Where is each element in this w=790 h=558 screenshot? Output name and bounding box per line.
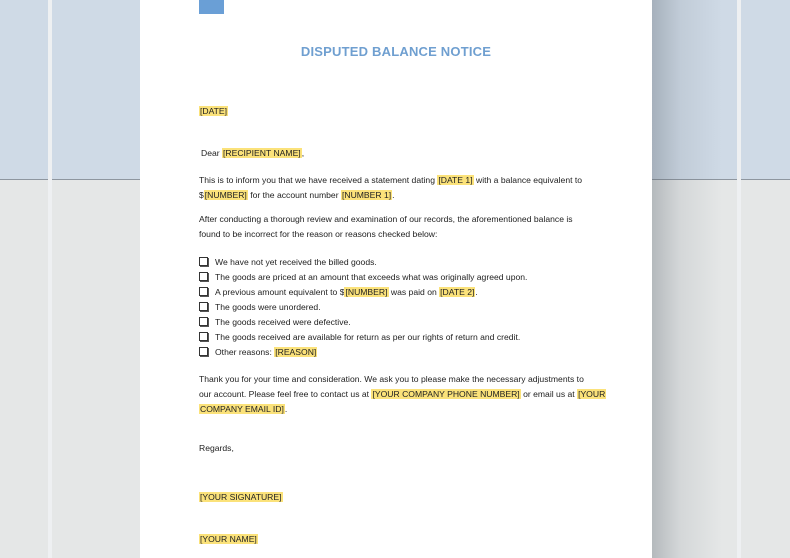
p2-line2: found to be incorrect for the reason or reasons checked below: <box>199 229 438 239</box>
checklist-text: was paid on <box>388 287 440 297</box>
checklist-item[interactable] <box>199 300 321 315</box>
closing: Regards, <box>199 443 234 453</box>
logo-block <box>199 0 224 14</box>
number-placeholder: [NUMBER] <box>345 287 388 297</box>
checkbox-icon[interactable] <box>199 317 208 326</box>
checkbox-icon[interactable] <box>199 272 208 281</box>
checklist-item[interactable] <box>199 345 317 360</box>
background-divider-left <box>48 0 52 558</box>
p1-text4: . <box>392 190 395 200</box>
checklist-text: The goods were unordered. <box>215 302 321 312</box>
page-shadow <box>652 0 722 558</box>
p1-text3: for the account number <box>247 190 341 200</box>
name-line <box>199 532 258 547</box>
checklist-item[interactable] <box>199 255 377 270</box>
checklist-item[interactable] <box>199 315 351 330</box>
checkbox-icon[interactable] <box>199 347 208 356</box>
signature-placeholder: [YOUR SIGNATURE] <box>200 492 282 502</box>
email-placeholder: [YOUR <box>578 389 606 399</box>
phone-placeholder: [YOUR COMPANY PHONE NUMBER] <box>372 389 520 399</box>
checklist-text: The goods received are available for return as per our rights of return and credit. <box>215 332 521 342</box>
number1-placeholder: [NUMBER 1] <box>341 190 392 200</box>
document-title: DISPUTED BALANCE NOTICE <box>300 44 492 59</box>
salutation <box>201 146 304 161</box>
checklist-text: . <box>475 287 478 297</box>
signature-line <box>199 490 283 505</box>
date-line <box>199 104 228 119</box>
checkbox-icon[interactable] <box>199 302 208 311</box>
p3-text: our account. Please feel free to contact us at <box>199 389 372 399</box>
paragraph-review <box>199 212 573 242</box>
checklist-item[interactable] <box>199 285 478 300</box>
date2-placeholder: [DATE 2] <box>440 287 475 297</box>
p3-line1: Thank you for your time and consideration. We ask you to please make the necessary adjustments to <box>199 374 584 384</box>
checklist-item[interactable] <box>199 270 527 285</box>
checklist-item[interactable] <box>199 330 520 345</box>
checkbox-icon[interactable] <box>199 257 208 266</box>
recipient-placeholder: [RECIPIENT NAME] <box>223 148 301 158</box>
p1-text1: This is to inform you that we have received a statement dating <box>199 175 438 185</box>
checkbox-icon[interactable] <box>199 332 208 341</box>
checkbox-icon[interactable] <box>199 287 208 296</box>
paragraph-thanks <box>199 372 606 417</box>
background-divider-right <box>737 0 741 558</box>
p1-dollar: $ <box>199 190 204 200</box>
date-placeholder: [DATE] <box>200 106 228 116</box>
checklist-text: We have not yet received the billed goods. <box>215 257 377 267</box>
reason-placeholder: [REASON] <box>275 347 317 357</box>
document-page <box>140 0 652 558</box>
p1-text2: with a balance equivalent to <box>473 175 583 185</box>
email-placeholder-cont: COMPANY EMAIL ID] <box>200 404 284 414</box>
checklist-text: The goods received were defective. <box>215 317 351 327</box>
salutation-prefix: Dear <box>201 148 223 158</box>
name-placeholder: [YOUR NAME] <box>200 534 257 544</box>
checklist-text: The goods are priced at an amount that exceeds what was originally agreed upon. <box>215 272 528 282</box>
number-placeholder: [NUMBER] <box>204 190 247 200</box>
salutation-suffix: , <box>301 148 305 158</box>
p2-line1: After conducting a thorough review and examination of our records, the aforementioned balance is <box>199 214 573 224</box>
checklist-text: A previous amount equivalent to $ <box>215 287 345 297</box>
p3-text: or email us at <box>520 389 578 399</box>
checklist-text: Other reasons: <box>215 347 275 357</box>
paragraph-statement <box>199 173 582 203</box>
p3-text: . <box>284 404 288 414</box>
date1-placeholder: [DATE 1] <box>438 175 473 185</box>
